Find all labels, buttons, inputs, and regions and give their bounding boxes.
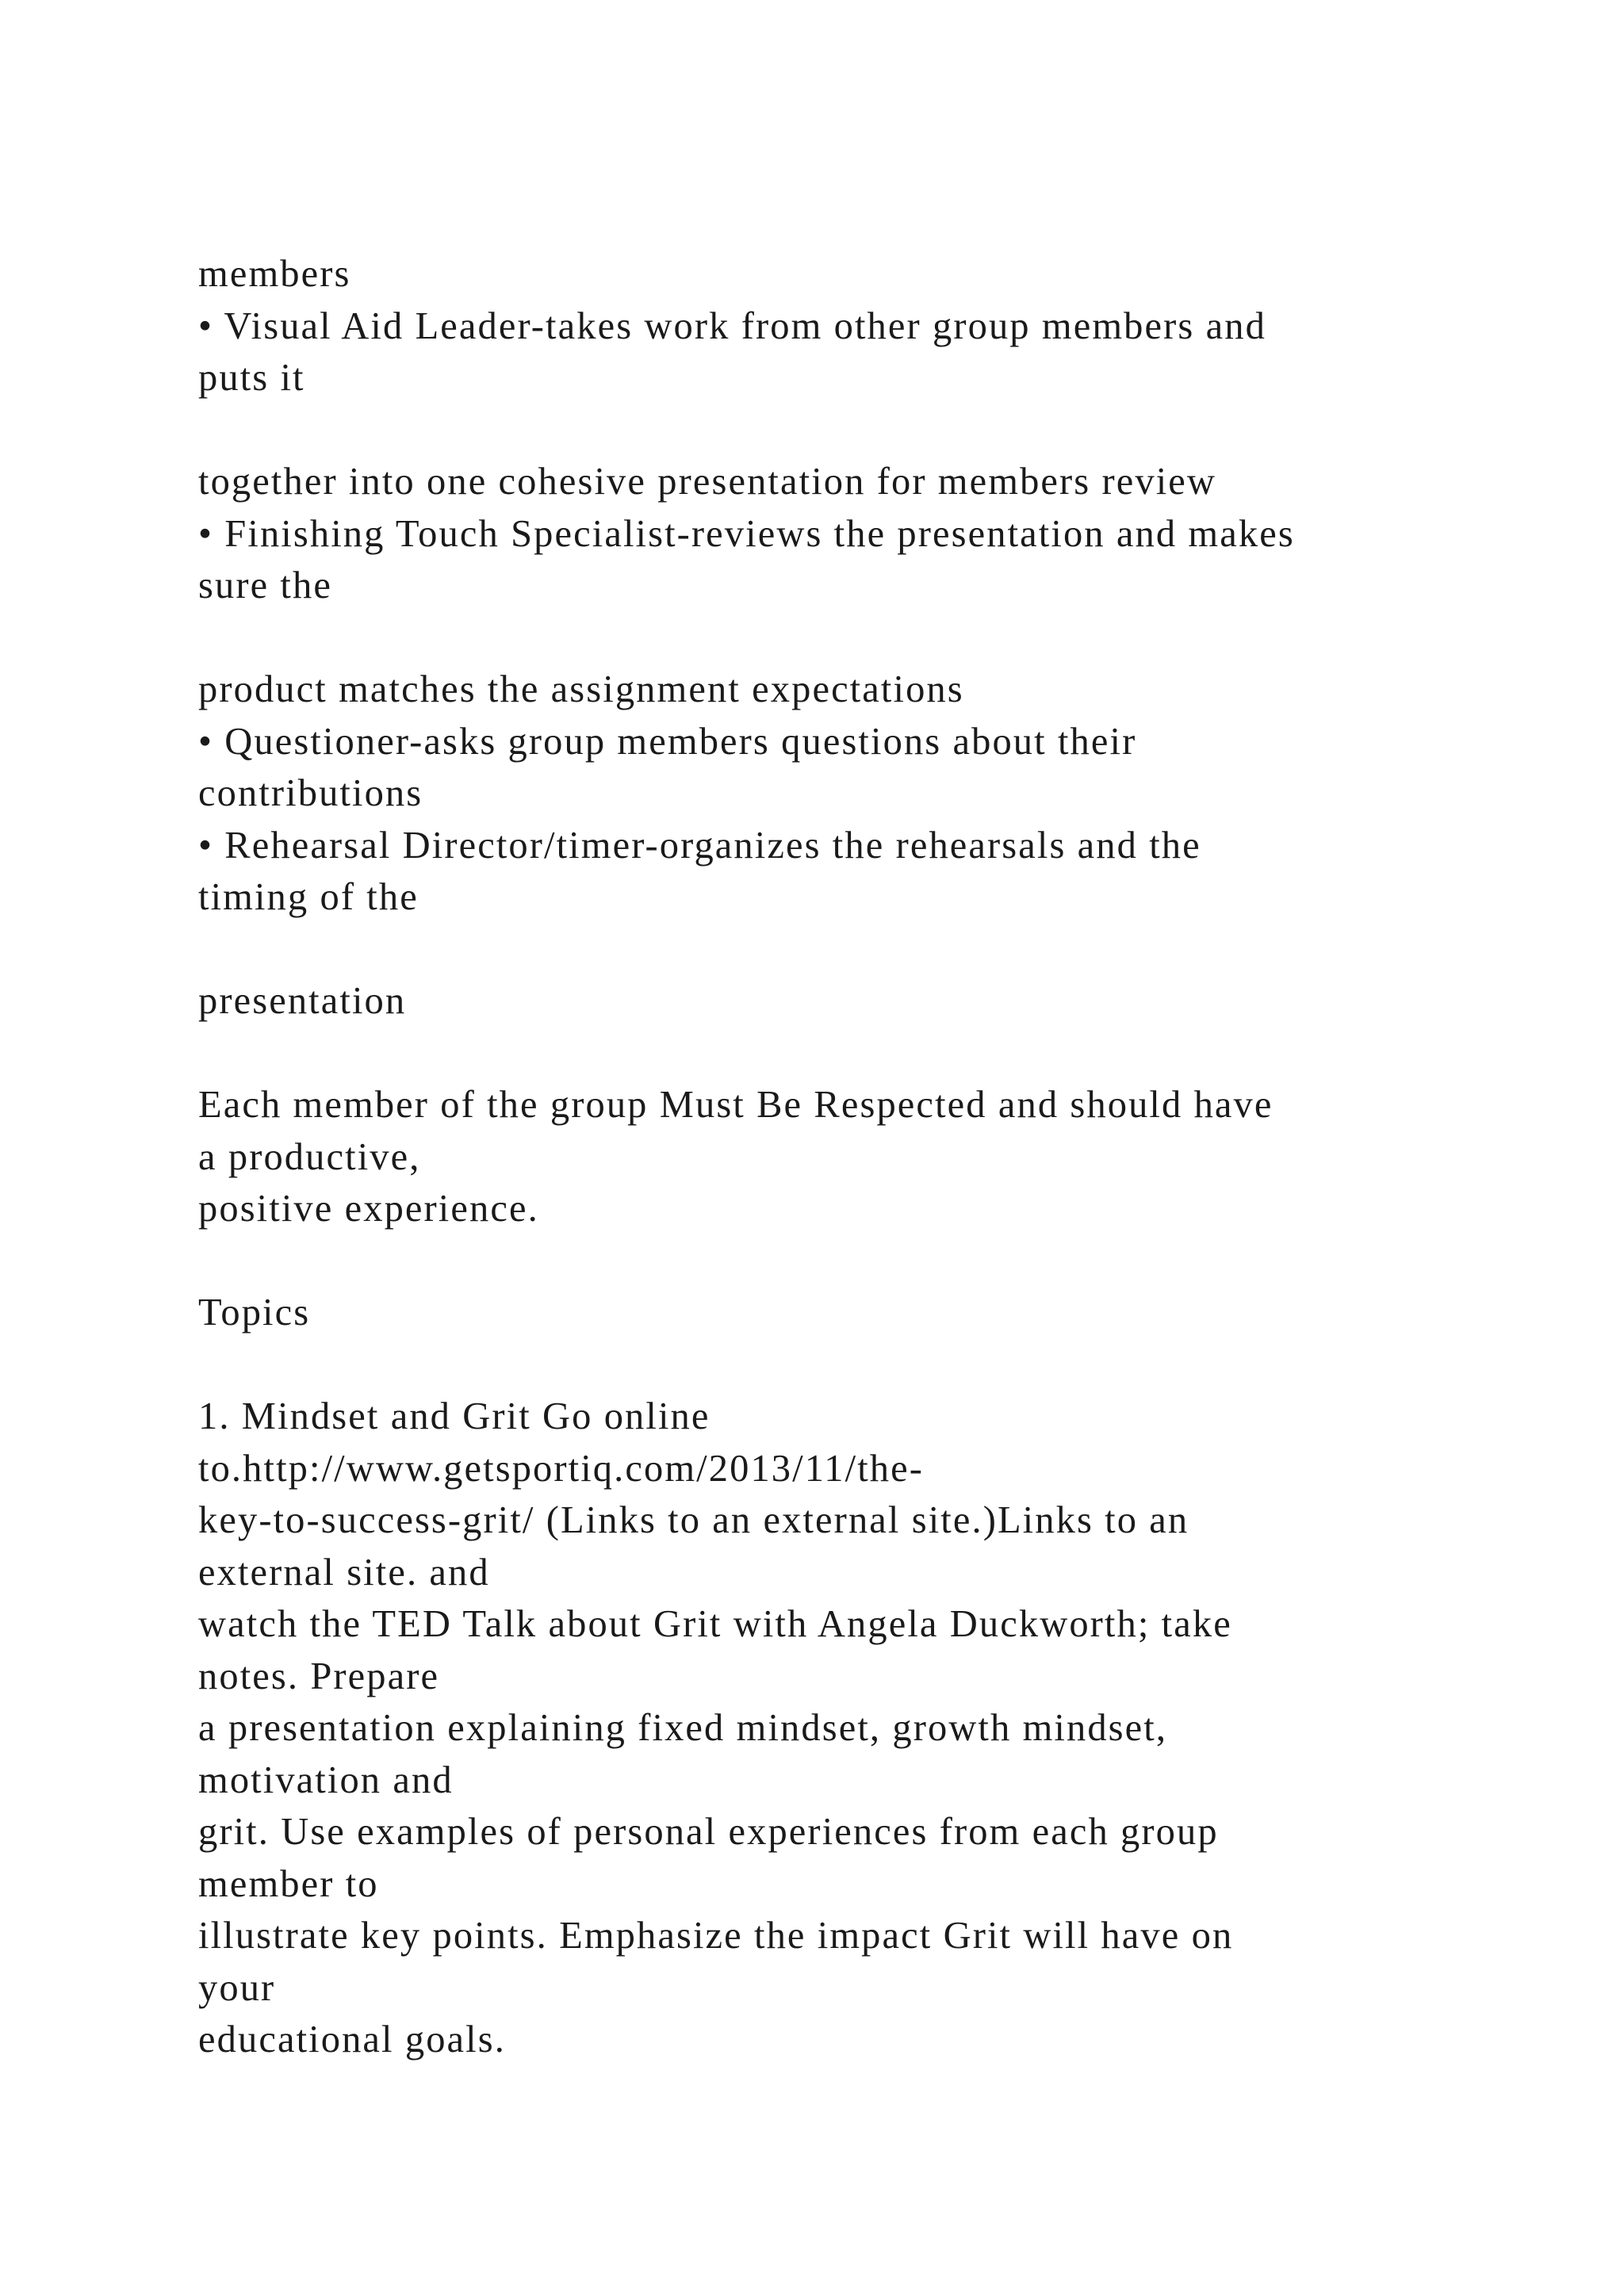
blank-line — [198, 1339, 1546, 1391]
text-line: • Visual Aid Leader-takes work from other group members and — [198, 304, 1266, 347]
document-body — [198, 248, 1546, 2066]
text-line: motivation and — [198, 1758, 454, 1801]
text-line: a presentation explaining fixed mindset, growth mindset, — [198, 1707, 1168, 1749]
url-text: key-to-success-grit/ (Links to an external site.)Links to an — [198, 1499, 1189, 1541]
blank-line — [198, 404, 1546, 457]
text-line: • Rehearsal Director/timer-organizes the rehearsals and the — [198, 824, 1201, 867]
url-text: to.http://www.getsportiq.com/2013/11/the- — [198, 1447, 925, 1490]
text-line: external site. and — [198, 1551, 490, 1594]
text-line: notes. Prepare — [198, 1655, 440, 1697]
text-line: contributions — [198, 772, 423, 814]
text-line: 1. Mindset and Grit Go online — [198, 1395, 710, 1437]
text-line: watch the TED Talk about Grit with Angela Duckworth; take — [198, 1603, 1232, 1645]
text-line: puts it — [198, 357, 305, 399]
text-line: • Finishing Touch Specialist-reviews the presentation and makes — [198, 512, 1295, 555]
text-line: illustrate key points. Emphasize the impact Grit will have on — [198, 1915, 1234, 1957]
blank-line — [198, 1027, 1546, 1080]
text-line: timing of the — [198, 876, 419, 918]
text-line: Each member of the group Must Be Respected and should have — [198, 1084, 1274, 1126]
text-line: a productive, — [198, 1135, 421, 1178]
text-line: sure the — [198, 564, 332, 607]
blank-line — [198, 612, 1546, 664]
section-heading-topics: Topics — [198, 1292, 311, 1334]
blank-line — [198, 924, 1546, 976]
text-line: product matches the assignment expectations — [198, 668, 964, 710]
text-line: your — [198, 1966, 276, 2009]
text-line: members — [198, 253, 351, 295]
text-line: presentation — [198, 980, 407, 1022]
blank-line — [198, 1235, 1546, 1288]
text-line: member to — [198, 1862, 379, 1905]
text-line: together into one cohesive presentation for members review — [198, 461, 1217, 503]
text-line: grit. Use examples of personal experiences from each group — [198, 1811, 1219, 1853]
text-line: • Questioner-asks group members questions about their — [198, 720, 1137, 763]
text-line: positive experience. — [198, 1188, 539, 1230]
text-line: educational goals. — [198, 2019, 506, 2061]
